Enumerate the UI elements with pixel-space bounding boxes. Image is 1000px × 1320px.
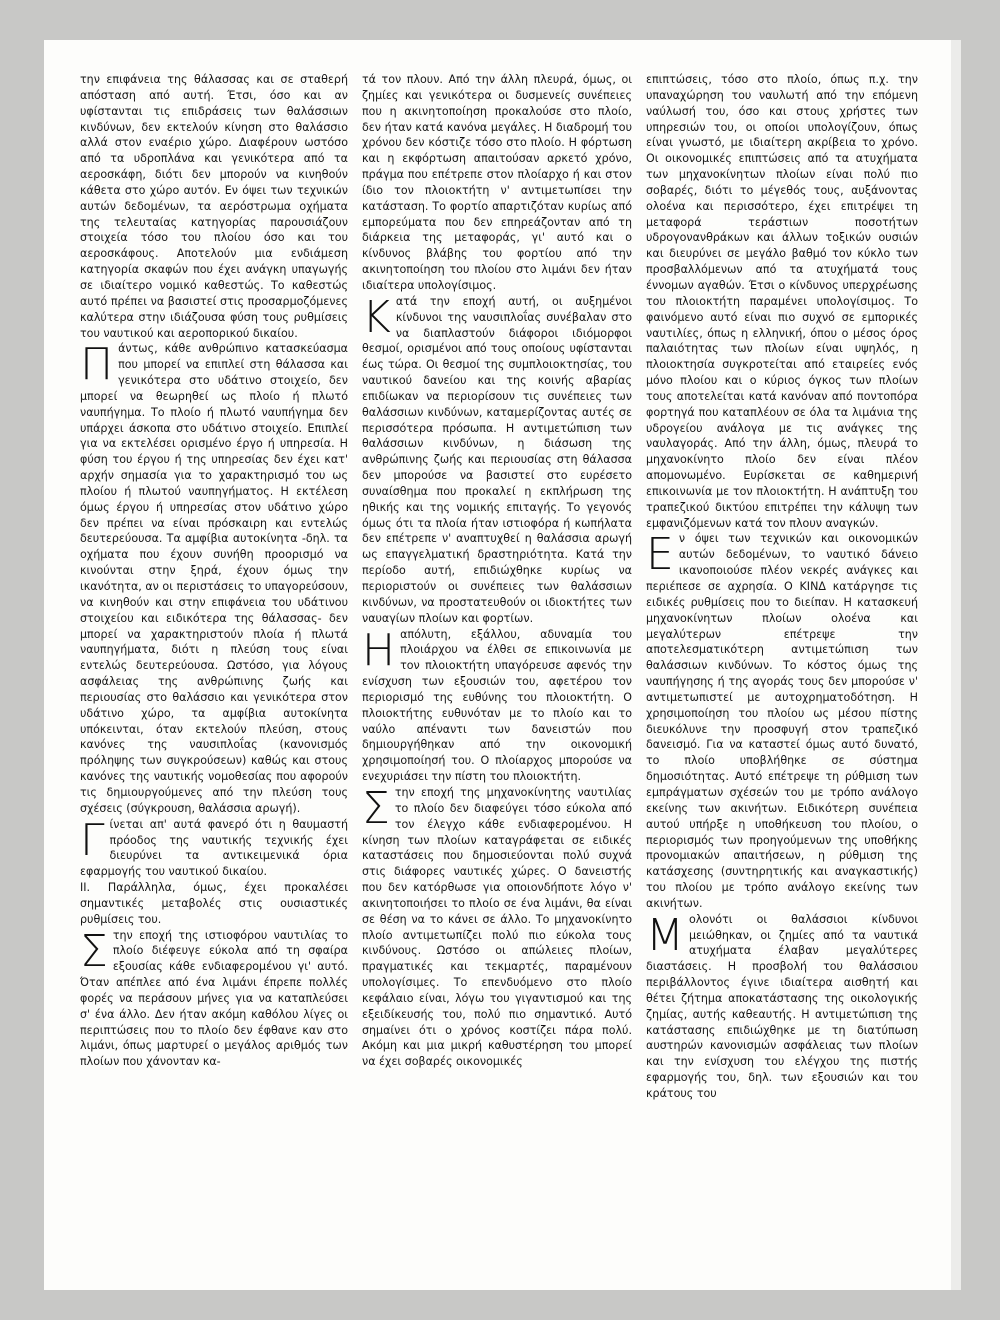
paragraph	[362, 291, 632, 627]
drop-cap: Η	[362, 624, 396, 676]
paragraph-text: ολονότι οι θαλάσσιοι κίνδυνοι μειώθηκαν, οι ζημίες από τα ναυτικά ατυχήματα έλαβαν μεγαλύτερες διαστάσεις. Η προσβολή του θαλάσσιου περιβάλλοντος έγινε ιδιαίτερα αισθητή και θέτει ζήτημα αποκατάστασης της οικολογικής ζημίας, αυτής καθεαυτής. Η αντιμετώπιση της κατάστασης επιδιώχθηκε με τη διατύπωση αυστηρών κανονισμών ασφάλειας των πλοίων και την ενίσχυση του ελέγχου της πιστής εφαρμογής του, δηλ. των εξουσιών και του κράτους του	[646, 912, 918, 1100]
paragraph-text: επιπτώσεις, τόσο στο πλοίο, όπως π.χ. την υπαναχώρηση του ναυλωτή από την επόμενη ναύλωσή του, όσο και στους χρήστες των υπηρεσιών του, οι οποίοι υπολογίζουν, όπως είναι γνωστό, με ιδιαίτερη ακρίβεια το χρόνο. Οι οικονομικές επιπτώσεις από τα ατυχήματα των μηχανοκίνητων πλοίων είναι πολύ πιο σοβαρές, διότι το μέγεθός τους, αυξάνοντας ολοένα και περισσότερο, έχει επιτρέψει τη μεταφορά τεράστιων ποσοτήτων υδρογονανθράκων και άλλων τοξικών ουσιών και διευρύνει σε μεγάλο βαθμό τον κύκλο των προσβαλλόμενων από τα ατυχήματά τους έννομων αγαθών. Έτσι ο κίνδυνος υπερχρέωσης του πλοιοκτήτη παραμένει υπολογίσιμος. Το φαινόμενο αυτό είναι πιο συχνό σε εμπορικές ναυτιλίες, όπως η ελληνική, όπου ο μέσος όρος παλαιότητας των πλοίων είναι υψηλός, η πλοιοκτησία συγκροτείται από εταιρείες ενός μόνο πλοίου και ο κύριος όγκος των πλοίων τους αποτελείται κατά κανόναν από ποντοπόρα φορτηγά που καταπλέουν σε όλα τα λιμάνια της υδρογείου ανάλογα με τις ανάγκες της ναυλαγοράς. Από την άλλη, όμως, πλευρά το μηχανοκίνητο πλοίο δεν είναι πλέον απομονωμένο. Ευρίσκεται σε καθημερινή επικοινωνία με τον πλοιοκτήτη. Η ανάπτυξη του τραπεζικού δικτύου επιτρέπει την κάλυψη των εμφανιζόμενων κατά τον πλουν αναγκών.	[646, 73, 918, 530]
paragraph	[646, 72, 918, 531]
paragraph	[646, 531, 918, 911]
text-column-2	[362, 72, 632, 1070]
text-column-3	[646, 72, 918, 1102]
drop-cap: Ε	[646, 529, 674, 581]
drop-cap: Σ	[362, 782, 390, 834]
paragraph-text: ν όψει των τεχνικών και οικονομικών αυτών δεδομένων, το ναυτικό δάνειο ικανοποιούσε πλέον νεκρές ανάγκες και περιέπεσε σε αχρησία. Ο ΚΙΝΔ κατάργησε τις ειδικές ρυθμίσεις που το διείπαν. Η κατασκευή μηχανοκίνητων πλοίων ολοένα και μεγαλύτερων επέτρεψε την αποτελεσματικότερη αντιμετώπιση των θαλάσσιων κινδύνων. Το κόστος όμως της ναυπήγησης ή της αγοράς τους δεν μπορούσε ν' αντιμετωπιστεί με αυτοχρηματοδότηση. Η χρησιμοποίηση του πλοίου ως μέσου πίστης διευκόλυνε την προσφυγή στον τραπεζικό δανεισμό. Για να καταστεί όμως αυτό δυνατό, το πλοίο υποβλήθηκε σε σύστημα δημοσιότητας. Αυτό επέτρεψε τη ρύθμιση των εμπράγματων σχέσεών του με τρόπο ανάλογο εκείνης των ακινήτων. Ειδικότερη συνέπεια αυτού υπήρξε η υποθήκευση του πλοίου, ο περιορισμός των προηγούμενων της υποθήκης προνομιακών απαιτήσεων, η ρύθμιση της κατάσχεσης (συντηρητικής και αναγκαστικής) του πλοίου με τρόπο ανάλογο εκείνης των ακινήτων.	[646, 532, 918, 910]
drop-cap: Γ	[80, 814, 105, 866]
paragraph-text: την εποχή της ιστιοφόρου ναυτιλίας το πλοίο διέφευγε εύκολα από τη σφαίρα εξουσίας κάθε ενδιαφερομένου γι' αυτό. Όταν απέπλεε από ένα λιμάνι έπρεπε πολλές φορές να περάσουν μήνες για να καταπλεύσει σ' ένα άλλο. Δεν ήταν ακόμη καθόλου λίγες οι περιπτώσεις που το πλοίο δεν έφθανε καν στο λιμάνι, όπως μαρτυρεί ο μεγάλος αριθμός των πλοίων που χάνονταν κα-	[80, 928, 348, 1069]
drop-cap: Σ	[80, 925, 108, 977]
paragraph	[80, 880, 348, 928]
paragraph-text: τά τον πλουν. Από την άλλη πλευρά, όμως, οι ζημίες και γενικότερα οι δυσμενείς συνέπειες που η ακινητοποίηση προκαλούσε στο πλοίο, δεν ήταν κατά κανόνα μεγάλες. Η διαδρομή του χρόνου δεν κόστιζε τόσο στο πλοίο. Η φόρτωση και η εκφόρτωση απαιτούσαν αρκετό χρόνο, πράγμα που επέτρεπε στον πλοίαρχο ή και στον ίδιο τον πλοιοκτήτη ν' αντιμετωπίσει την κατάσταση. Το φορτίο απαρτιζόταν κυρίως από εμπορεύματα που δεν επηρεάζονταν από τη διάρκεια της μεταφοράς, γι' αυτό και ο κίνδυνος βλάβης του φορτίου από την ακινητοποίηση του πλοίου στο λιμάνι δεν ήταν ιδιαίτερα υπολογίσιμος.	[362, 73, 632, 292]
paragraph	[80, 72, 348, 341]
paragraph-text: άντως, κάθε ανθρώπινο κατασκεύασμα που μπορεί να επιπλεί στη θάλασσα και γενικότερα στο υδάτινο στοιχείο, δεν μπορεί να θεωρηθεί ως πλοίο ή πλωτό ναυπήγημα. Το πλοίο ή πλωτό ναυπήγημα δεν υπάρχει άσκοπα στο υδάτινο στοιχείο. Επιπλεί για να εκτελέσει ορισμένο έργο ή υπηρεσία. Η φύση του έργου ή της υπηρεσίας δεν έχει κατ' αρχήν σημασία για το χαρακτηρισμό του ως πλοίου ή πλωτού ναυπηγήματος. Η εκτέλεση όμως έργου ή υπηρεσίας στον υδάτινο χώρο δεν πρέπει να είναι πρόσκαιρη και εντελώς δευτερεύουσα. Τα αμφίβια αυτοκίνητα -δηλ. τα οχήματα που έχουν συνήθη προορισμό να κινούνται στην ξηρά, έχουν όμως την ικανότητα, αν οι περιστάσεις το υπαγορεύσουν, να κινηθούν και στην επιφάνεια του υδάτινου στοιχείου και ειδικότερα της θάλασσας- δεν μπορεί να χαρακτηριστούν πλοία ή πλωτά ναυπηγήματα, διότι η πλεύση τους είναι εντελώς δευτερεύουσα. Ωστόσο, για λόγους ασφάλειας της ανθρώπινης ζωής και περιουσίας στο θαλάσσιο και γενικότερα στον υδάτινο χώρο, τα αμφίβια αυτοκίνητα υπόκεινται, όταν εκτελούν πλεύση, στους κανόνες της ναυσιπλοΐας (κανονισμός πρόληψης των συγκρούσεων) καθώς και στους κανόνες της ναυτικής νομοθεσίας που αφορούν τις δημιουργούμενες από την πλεύση τους σχέσεις (σύγκρουση, θαλάσσια αρωγή).	[80, 342, 348, 815]
text-column-1	[80, 72, 348, 1070]
paragraph-text: την επιφάνεια της θάλασσας και σε σταθερή απόσταση από αυτή. Έτσι, όσο και αν υφίστανται τις επιδράσεις των θαλάσσιων κινδύνων, δεν εκτελούν κίνηση στο θαλάσσιο αλλά στον εναέριο χώρο. Διαφέρουν ωστόσο από τα υδροπλάνα και γενικότερα από τα αεροσκάφη, διότι δεν μπορούν να κινηθούν κάθετα στο χώρο αυτόν. Εν όψει των τεχνικών αυτών δεδομένων, τα αερόστρωμα οχήματα της τελευταίας κατηγορίας παρουσιάζουν στοιχεία τόσο του πλοίου όσο και του αεροσκάφους. Αποτελούν μια ενδιάμεση κατηγορία σκαφών που έχει ανάγκη υπαγωγής σε ιδιαίτερο νομικό καθεστώς. Το καθεστώς αυτό πρέπει να βασιστεί στις προσαρμοζόμενες καλύτερα στην ιδιάζουσα φύση τους ρυθμίσεις του ναυτικού και αεροπορικού δικαίου.	[80, 73, 348, 340]
paragraph	[80, 925, 348, 1071]
paragraph	[80, 814, 348, 880]
paragraph-text: την εποχή της μηχανοκίνητης ναυτιλίας το πλοίο δεν διαφεύγει τόσο εύκολα από τον έλεγχο κάθε ενδιαφερομένου. Η κίνηση των πλοίων καταγράφεται σε ειδικές καταστάσεις που δημοσιεύονται πολύ συχνά στις διάφορες ναυτικές χώρες. Ο δανειστής που δεν κατόρθωσε για οποιονδήποτε λόγο ν' ακινητοποιήσει το πλοίο σε ένα λιμάνι, θα είναι σε θέση να το κάνει σε άλλο. Το μηχανοκίνητο πλοίο αντιμετωπίζει πολύ πιο εύκολα τους κινδύνους. Ωστόσο οι απώλειες πλοίων, πραγματικές και τεκμαρτές, παραμένουν υπολογίσιμες. Το επενδυόμενο στο πλοίο κεφάλαιο είναι, λόγω του γιγαντισμού και της εξειδίκευσής του, πολύ πιο σημαντικό. Αυτό σημαίνει ότι ο χρόνος κοστίζει πάρα πολύ. Ακόμη και μια μικρή καθυστέρηση του μπορεί να έχει σοβαρές οικονομικές	[362, 785, 632, 1069]
paragraph	[362, 624, 632, 785]
paragraph	[362, 782, 632, 1070]
drop-cap: Π	[80, 339, 114, 391]
paragraph	[80, 341, 348, 816]
paragraph-text: ατά την εποχή αυτή, οι αυξημένοι κίνδυνοι της ναυσιπλοΐας συνέβαλαν στο να διαπλαστούν διάφοροι ιδιόμορφοι θεσμοί, ορισμένοι από τους οποίους υφίστανται έως τώρα. Οι θεσμοί της συμπλοιοκτησίας, του ναυτικού δανείου και της κοινής αβαρίας επιδίωκαν να περιορίσουν τις συνέπειες των θαλάσσιων κινδύνων, καταμερίζοντας αυτές σε περισσότερα πρόσωπα. Η αντιμετώπιση των θαλάσσιων κινδύνων, η διάσωση της ανθρώπινης ζωής και περιουσίας στη θάλασσα δεν μπορούσε να βασιστεί στο ευρέσετο συναίσθημα που προκαλεί η εκπλήρωση της ηθικής και της νομικής επιταγής. Το γεγονός όμως ότι τα πλοία ήταν ιστιοφόρα ή κωπήλατα δεν επέτρεπε ν' αναπτυχθεί η θαλάσσια αρωγή ως επαγγελματική δραστηριότητα. Κατά την περίοδο αυτή, επιδιώχθηκε κυρίως να περιοριστούν οι συνέπειες των θαλάσσιων κινδύνων, να προστατευθούν οι ιδιοκτήτες των ναυαγίων πλοίων και φορτίων.	[362, 294, 632, 625]
paragraph	[362, 72, 632, 294]
paragraph-text: II. Παράλληλα, όμως, έχει προκαλέσει σημαντικές μεταβολές στις ουσιαστικές ρυθμίσεις του.	[80, 881, 348, 926]
drop-cap: Κ	[362, 291, 391, 343]
magazine-page	[44, 40, 961, 1290]
paragraph-text: ίνεται απ' αυτά φανερό ότι η θαυμαστή πρόοδος της ναυτικής τεχνικής έχει διευρύνει τα αντικειμενικά όρια εφαρμογής του ναυτικού δικαίου.	[80, 817, 348, 879]
paragraph-text: απόλυτη, εξάλλου, αδυναμία του πλοιάρχου να έλθει σε επικοινωνία με τον πλοιοκτήτη υπαγόρευσε αφενός την ενίσχυση των εξουσιών του, αφετέρου τον περιορισμό της ευθύνης του πλοιοκτήτη. Ο πλοιοκτήτης ευθυνόταν με το πλοίο και το ναύλο απέναντι των δανειστών που δημιουργήθηκαν από την οικονομική χρησιμοποίησή του. Ο πλοίαρχος μπορούσε να ενεχυριάσει την πίστη του πλοιοκτήτη.	[362, 627, 632, 784]
drop-cap: Μ	[646, 909, 684, 961]
paragraph	[646, 909, 918, 1102]
